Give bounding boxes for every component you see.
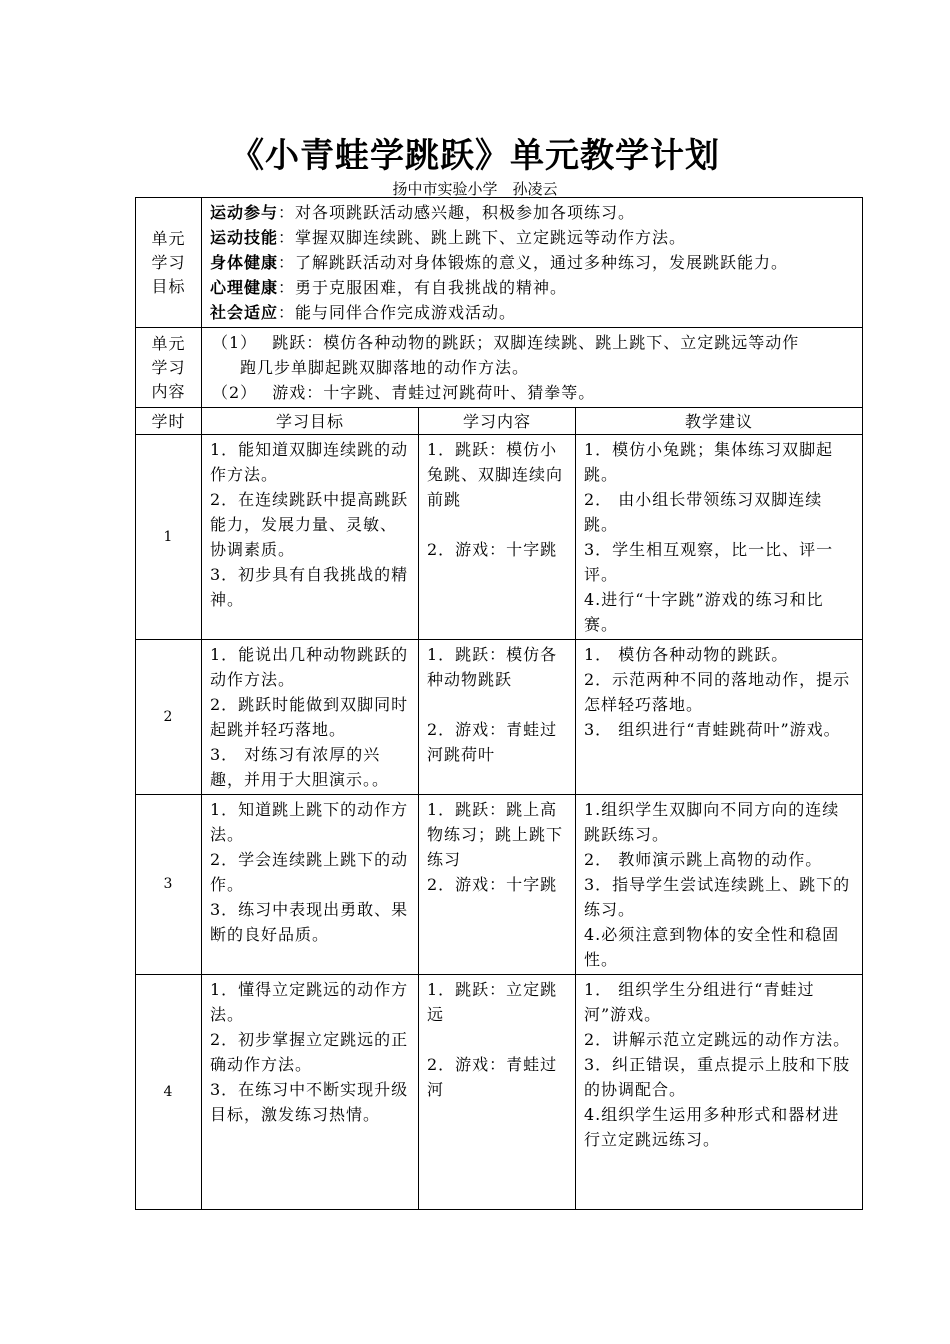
lesson-advice-item: 2． 教师演示跳上高物的动作。 xyxy=(584,850,823,869)
lesson-row xyxy=(136,640,863,795)
lesson-goal-item: 3．在练习中不断实现升级目标，激发练习热情。 xyxy=(210,1080,409,1124)
lesson-content xyxy=(419,435,576,640)
page-title: 《小青蛙学跳跃》单元教学计划 xyxy=(230,136,720,176)
lesson-content-item: 1．跳跃：跳上高物练习；跳上跳下练习 xyxy=(427,800,564,869)
lesson-content xyxy=(419,795,576,975)
content-line: （2） 游戏：十字跳、青蛙过河跳荷叶、猜拳等。 xyxy=(212,383,596,402)
header-cell: 学习内容 xyxy=(419,408,576,435)
header-cell: 学时 xyxy=(136,408,202,435)
lesson-advice-item: 3．纠正错误，重点提示上肢和下肢的协调配合。 xyxy=(584,1055,851,1099)
lesson-content-item: 2．游戏：十字跳 xyxy=(427,540,558,559)
lesson-advice-item: 4.必须注意到物体的安全性和稳固性。 xyxy=(584,925,840,969)
lesson-goal-item: 3． 对练习有浓厚的兴趣，并用于大胆演示。。 xyxy=(210,745,390,789)
content-cell xyxy=(202,328,863,408)
goal-item xyxy=(210,300,854,325)
lesson-content-item: 2．游戏：十字跳 xyxy=(427,875,558,894)
lesson-advice xyxy=(576,640,863,795)
lesson-goal-item: 3．初步具有自我挑战的精神。 xyxy=(210,565,409,609)
goal-key: 社会适应 xyxy=(210,303,279,322)
goals-label-line: 学习 xyxy=(151,252,186,272)
lesson-advice-item: 3．学生相互观察，比一比、评一评。 xyxy=(584,540,834,584)
goals-label-line: 目标 xyxy=(151,276,186,296)
goal-key: 心理健康 xyxy=(210,278,279,297)
lesson-content-item: 1．跳跃：立定跳远 xyxy=(427,980,558,1024)
goal-text: ：勇于克服困难，有自我挑战的精神。 xyxy=(278,278,568,297)
lesson-advice xyxy=(576,975,863,1210)
lesson-advice xyxy=(576,795,863,975)
goal-item xyxy=(210,200,854,225)
goal-text: ：对各项跳跃活动感兴趣，积极参加各项练习。 xyxy=(278,203,636,222)
goal-item xyxy=(210,250,854,275)
header-row xyxy=(136,408,863,435)
lesson-goal-item: 2．学会连续跳上跳下的动作。 xyxy=(210,850,409,894)
content-line: 跑几步单脚起跳双脚落地的动作方法。 xyxy=(240,358,530,377)
lesson-number: 4 xyxy=(136,975,202,1210)
content-line: （1） 跳跃：模仿各种动物的跳跃；双脚连续跳、跳上跳下、立定跳远等动作 xyxy=(212,333,800,352)
lesson-advice-item: 1． 模仿各种动物的跳跃。 xyxy=(584,645,789,664)
lesson-number: 3 xyxy=(136,795,202,975)
author-line: 扬中市实验小学 孙凌云 xyxy=(392,180,558,198)
lesson-content-item: 2．游戏：青蛙过河跳荷叶 xyxy=(427,720,558,764)
lesson-goal-item: 3．练习中表现出勇敢、果断的良好品质。 xyxy=(210,900,409,944)
header-cell: 教学建议 xyxy=(576,408,863,435)
goals-cell xyxy=(202,198,863,328)
lesson-goals xyxy=(202,640,419,795)
lesson-content-item: 2．游戏：青蛙过河 xyxy=(427,1055,558,1099)
goal-text: ：了解跳跃活动对身体锻炼的意义，通过多种练习，发展跳跃能力。 xyxy=(278,253,789,272)
lesson-content-item: 1．跳跃：模仿各种动物跳跃 xyxy=(427,645,558,689)
lesson-content-item: 1．跳跃：模仿小兔跳、双脚连续向前跳 xyxy=(427,440,564,509)
lesson-row xyxy=(136,435,863,640)
lesson-advice-item: 1．模仿小兔跳；集体练习双脚起跳。 xyxy=(584,440,834,484)
content-row xyxy=(136,328,863,408)
lesson-number: 2 xyxy=(136,640,202,795)
content-label-line: 学习 xyxy=(151,357,186,377)
lesson-row xyxy=(136,795,863,975)
lesson-goals xyxy=(202,795,419,975)
lesson-goal-item: 1．懂得立定跳远的动作方法。 xyxy=(210,980,409,1024)
content-label xyxy=(136,328,202,408)
lesson-content xyxy=(419,640,576,795)
lesson-advice-item: 3． 组织进行“青蛙跳荷叶”游戏。 xyxy=(584,720,841,739)
lesson-goal-item: 2．跳跃时能做到双脚同时起跳并轻巧落地。 xyxy=(210,695,409,739)
lesson-goal-item: 1．能说出几种动物跳跃的动作方法。 xyxy=(210,645,409,689)
lesson-advice-item: 1． 组织学生分组进行“青蛙过河”游戏。 xyxy=(584,980,815,1024)
lesson-advice-item: 4.进行“十字跳”游戏的练习和比赛。 xyxy=(584,590,824,634)
lesson-advice-item: 3．指导学生尝试连续跳上、跳下的练习。 xyxy=(584,875,851,919)
plan-table xyxy=(135,197,863,1210)
content-label-line: 单元 xyxy=(151,333,186,353)
lesson-advice-item: 2． 由小组长带领练习双脚连续跳。 xyxy=(584,490,823,534)
lesson-advice xyxy=(576,435,863,640)
lesson-goal-item: 1．能知道双脚连续跳的动作方法。 xyxy=(210,440,409,484)
goal-item xyxy=(210,275,854,300)
goals-row xyxy=(136,198,863,328)
lesson-goals xyxy=(202,975,419,1210)
lesson-advice-item: 4.组织学生运用多种形式和器材进行立定跳远练习。 xyxy=(584,1105,840,1149)
lesson-number: 1 xyxy=(136,435,202,640)
goal-key: 运动参与 xyxy=(210,203,279,222)
goals-label xyxy=(136,198,202,328)
lesson-content xyxy=(419,975,576,1210)
goal-key: 运动技能 xyxy=(210,228,279,247)
lesson-advice-item: 1.组织学生双脚向不同方向的连续跳跃练习。 xyxy=(584,800,840,844)
goal-text: ：能与同伴合作完成游戏活动。 xyxy=(278,303,517,322)
goals-label-line: 单元 xyxy=(151,228,186,248)
header-cell: 学习目标 xyxy=(202,408,419,435)
lesson-row xyxy=(136,975,863,1210)
lesson-advice-item: 2．讲解示范立定跳远的动作方法。 xyxy=(584,1030,851,1049)
lesson-advice-item: 2．示范两种不同的落地动作，提示怎样轻巧落地。 xyxy=(584,670,851,714)
goal-item xyxy=(210,225,854,250)
lesson-goals xyxy=(202,435,419,640)
goal-text: ：掌握双脚连续跳、跳上跳下、立定跳远等动作方法。 xyxy=(278,228,687,247)
lesson-goal-item: 1．知道跳上跳下的动作方法。 xyxy=(210,800,409,844)
goal-key: 身体健康 xyxy=(210,253,279,272)
lesson-goal-item: 2．初步掌握立定跳远的正确动作方法。 xyxy=(210,1030,409,1074)
content-label-line: 内容 xyxy=(151,381,186,401)
lesson-goal-item: 2．在连续跳跃中提高跳跃能力，发展力量、灵敏、协调素质。 xyxy=(210,490,409,559)
